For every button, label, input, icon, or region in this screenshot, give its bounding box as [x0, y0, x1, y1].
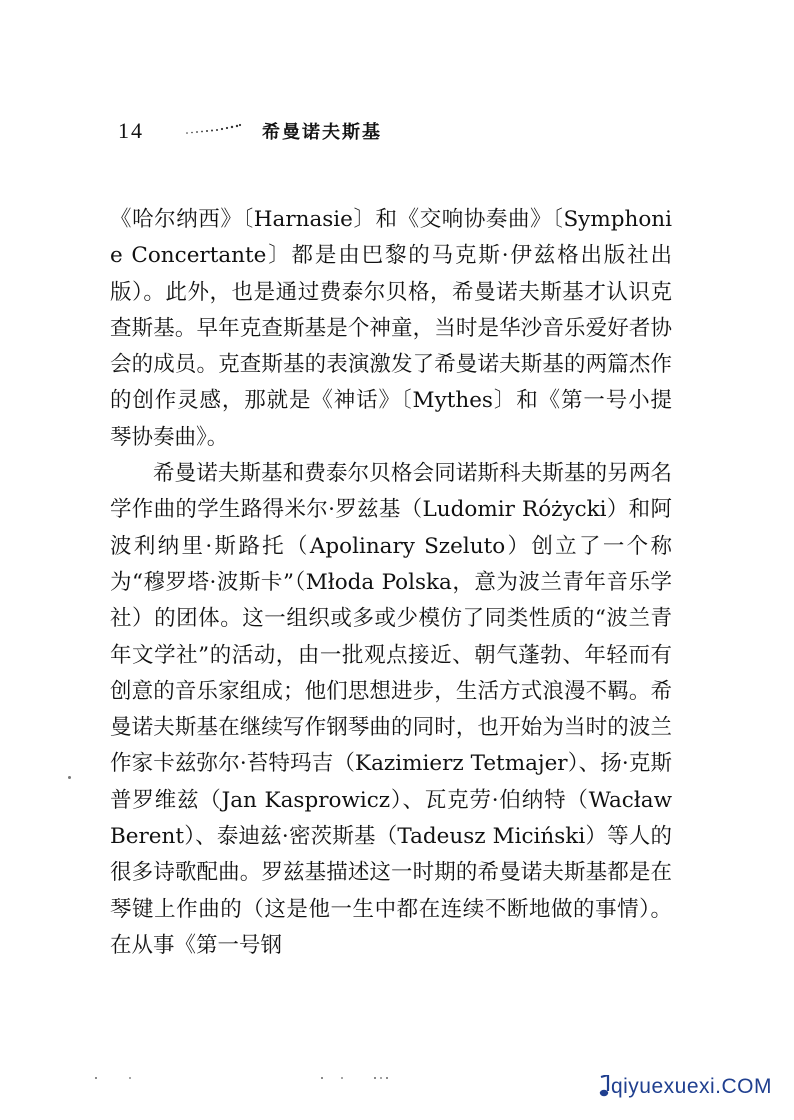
running-title: 希曼诺夫斯基 [262, 122, 382, 143]
music-note-icon [595, 1075, 611, 1099]
watermark-text: qiyuexuexi.COM [610, 1075, 772, 1098]
body-text [110, 202, 672, 964]
paragraph: 希曼诺夫斯基和费泰尔贝格会同诺斯科夫斯基的另两名学作曲的学生路得米尔·罗兹基（Ludomir Różycki）和阿波利纳里·斯路托（Apolinary Szeluto）创立了一个称为“穆罗塔·波斯卡”（Młoda Polska，意为波兰青年音乐学社）的团体。这一组织或多或少模仿了同类性质的“波兰青年文学社”的活动，由一批观点接近、朝气蓬勃、年轻而有创意的音乐家组成；他们思想进步，生活方式浪漫不羁。希曼诺夫斯基在继续写作钢琴曲的同时，也开始为当时的波兰作家卡兹弥尔·苔特玛吉（Kazimierz Tetmajer）、扬·克斯普罗维兹（Jan Kasprowicz）、瓦克劳·伯纳特（Wacław Berent）、泰迪兹·密茨斯基（Tadeusz Miciński）等人的很多诗歌配曲。罗兹基描述这一时期的希曼诺夫斯基都是在琴键上作曲的（这是他一生中都在连续不断地做的事情）。在从事《第一号钢 [110, 461, 672, 958]
page-number: 14 [118, 118, 144, 143]
paragraph-continuation: 《哈尔纳西》〔Harnasie〕和《交响协奏曲》〔Symphonie Concertante〕都是由巴黎的马克斯·伊兹格出版社出版）。此外，也是通过费泰尔贝格，希曼诺夫斯基才认识克查斯基。早年克查斯基是个神童，当时是华沙音乐爱好者协会的成员。克查斯基的表演激发了希曼诺夫斯基的两篇杰作的创作灵感，那就是《神话》〔Mythes〕和《第一号小提琴协奏曲》。 [110, 207, 672, 450]
margin-mark [68, 776, 71, 779]
site-watermark [595, 1072, 772, 1102]
header-ornament [184, 122, 242, 136]
footer-speckles [90, 1076, 410, 1080]
page-header [118, 118, 678, 148]
